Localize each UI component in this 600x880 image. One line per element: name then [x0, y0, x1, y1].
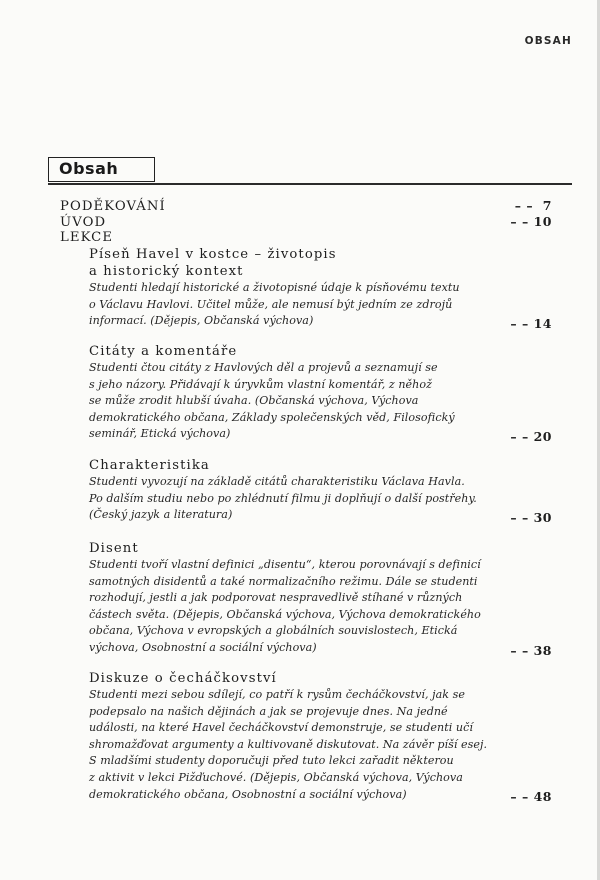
lesson-description: Studenti tvoří vlastní definici „disentu“, kterou porovnávají s definicí samotných disidentů a také normalizačního režimu. Dále se studenti rozhodují, jestli a jak podporovat nespravedlivě stíhané v různých částech světa. (Dějepis, Občanská výchova, Výchova demokratického občana, Výchova v evropských a globálních souvislostech, Etická výchova, Osobnostní a sociální výchova): [89, 558, 481, 654]
title-divider: [48, 183, 572, 185]
lesson-title: Disent: [89, 541, 139, 556]
lesson-page-number: – – 48: [510, 789, 552, 805]
toc-entry-label: PODĚKOVÁNÍ: [60, 199, 166, 214]
lesson-description: Studenti čtou citáty z Havlových děl a projevů a seznamují se s jeho názory. Přidávají k úryvkům vlastní komentář, z něhož se může zrodit hlubší úvaha. (Občanská výchova, Výchova demokratického občana, Základy společenských věd, Filosofický seminář, Etická výchova): [89, 361, 455, 441]
lesson-entry[interactable]: [89, 540, 552, 657]
toc-entry-podekovani[interactable]: [60, 198, 552, 214]
lesson-title: Citáty a komentáře: [89, 344, 238, 359]
lesson-title: Diskuze o čecháčkovství: [89, 671, 277, 686]
lesson-page-number: – – 30: [510, 509, 552, 525]
lesson-description: Studenti hledají historické a životopisné údaje k písňovému textu o Václavu Havlovi. Učitel může, ale nemusí být jedním ze zdrojů informací. (Dějepis, Občanská výchova): [89, 281, 460, 328]
lesson-page-number: – – 14: [510, 315, 552, 331]
toc-entry-lekce[interactable]: [60, 230, 552, 245]
lesson-page-number: – – 38: [510, 642, 552, 658]
lesson-description: Studenti vyvozují na základě citátů charakteristiku Václava Havla. Po dalším studiu nebo po zhlédnutí filmu ji doplňují o další postřehy. (Český jazyk a literatura): [89, 475, 477, 522]
toc-entry-uvod[interactable]: [60, 214, 552, 230]
toc-entry-page: – – 7: [514, 198, 552, 213]
lesson-entry[interactable]: [89, 670, 552, 803]
lesson-entry[interactable]: [89, 343, 552, 443]
lesson-entry[interactable]: [89, 457, 552, 524]
lesson-description: Studenti mezi sebou sdílejí, co patří k rysům čecháčkovství, jak se podepsalo na našich dějinách a jak se projevuje dnes. Na jedné události, na které Havel čecháčkovství demonstruje, se studenti učí shromažďovat argumenty a kultivovaně diskutovat. Na závěr píší esej. S mladšími studenty doporučuji před tuto lekci zařadit některou z aktivit v lekci Pižďuchové. (Dějepis, Občanská výchova, Výchova demokratického občana, Osobnostní a sociální výchova): [89, 688, 488, 801]
running-header: OBSAH: [524, 35, 572, 47]
toc-title: Obsah: [48, 157, 155, 182]
lesson-page-number: – – 20: [510, 428, 552, 444]
toc-entry-label: ÚVOD: [60, 215, 107, 230]
lesson-title: Píseň Havel v kostce – životopis a historický kontext: [89, 247, 337, 279]
toc-entry-page: – – 10: [510, 214, 552, 229]
toc-entry-label: LEKCE: [60, 230, 114, 245]
lesson-entry[interactable]: [89, 246, 552, 330]
lesson-title: Charakteristika: [89, 458, 210, 473]
